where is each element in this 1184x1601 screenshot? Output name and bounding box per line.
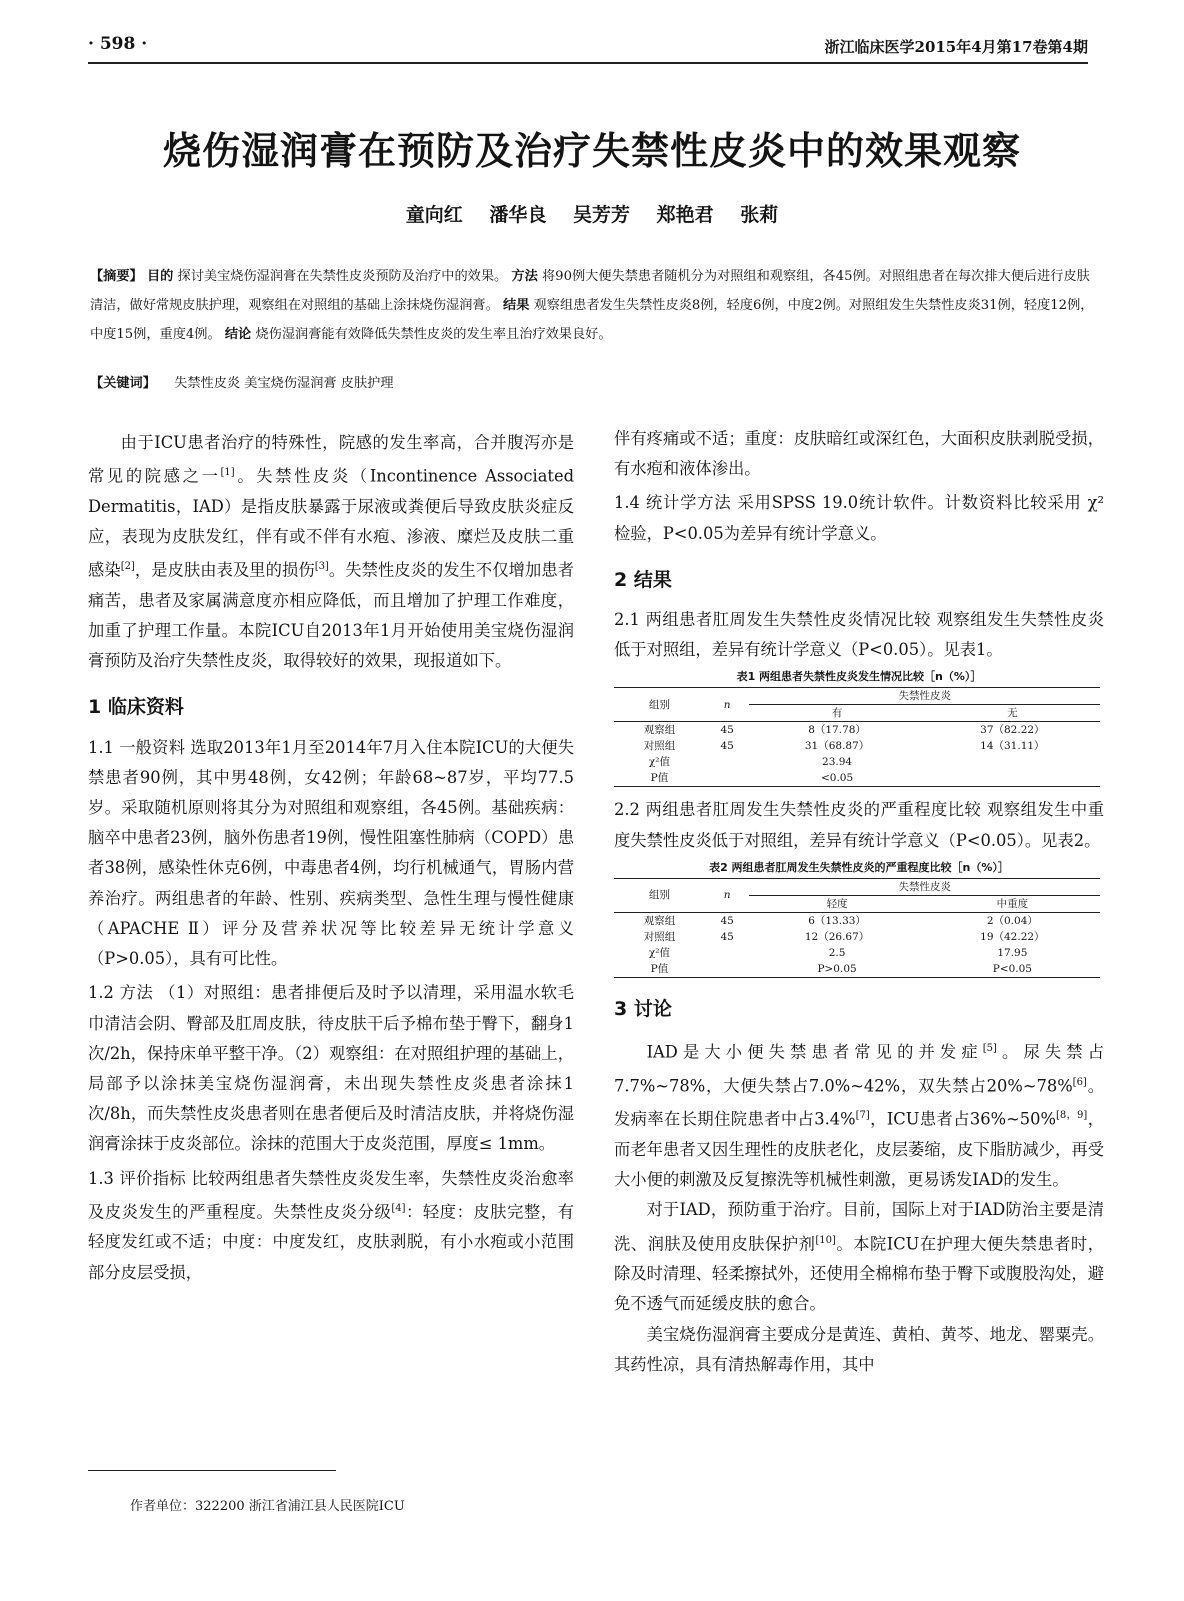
citation-5: [5]	[982, 1043, 997, 1055]
table-cell: 19（42.22）	[980, 930, 1045, 943]
table-cell: 45	[720, 914, 734, 927]
paragraph-1-1: 1.1 一般资料 选取2013年1月至2014年7月入住本院ICU的大便失禁患者90例，其中男48例，女42例；年龄68~87岁，平均77.5岁。采取随机原则将其分为对照组和观察组，各45例。基础疾病：脑卒中患者23例，脑外伤患者19例，慢性阻塞性肺病（COPD）患者38例，感染性休克6例，中毒患者4例，均行机械通气，胃肠内营养治疗。两组患者的年龄、性别、疾病类型、急性生理与慢性健康（APACHE Ⅱ）评分及营养状况等比较差异无统计学意义（P>0.05），具有可比性。	[88, 737, 574, 969]
right-column	[614, 424, 1104, 1380]
table-row	[614, 738, 1100, 754]
table-2	[614, 878, 1100, 978]
method-label: 方法	[511, 269, 538, 284]
abstract-label: 【摘要】	[90, 269, 143, 284]
table-cell: 17.95	[997, 946, 1028, 959]
keywords	[90, 372, 1100, 391]
table-cell: P值	[614, 961, 705, 978]
table-cell: P<0.05	[925, 961, 1100, 978]
table-row	[614, 770, 1100, 787]
result-label: 结果	[503, 298, 530, 313]
section-1-heading: 1 临床资料	[88, 696, 184, 719]
paragraph-2-2: 2.2 两组患者肛周发生失禁性皮炎的严重程度比较 观察组发生中重度失禁性皮炎低于对照组，差异有统计学意义（P<0.05）。见表2。	[614, 800, 1104, 850]
table-2-header-span: 失禁性皮炎	[749, 878, 1100, 895]
citation-3: [3]	[314, 561, 329, 573]
table-row	[614, 929, 1100, 945]
table-cell: 观察组	[643, 724, 676, 737]
table-cell: 45	[720, 930, 734, 943]
conclusion-text: 烧伤湿润膏能有效降低失禁性皮炎的发生率且治疗效果良好。	[255, 327, 612, 342]
citation-2: [2]	[120, 561, 135, 573]
table-cell: 14（31.11）	[980, 740, 1045, 753]
paragraph-1-3	[88, 1164, 574, 1288]
table-1-header-yes: 有	[749, 705, 924, 722]
keywords-items: 失禁性皮炎 美宝烧伤湿润膏 皮肤护理	[174, 376, 394, 391]
table-cell: χ²值	[648, 946, 670, 959]
intro-text-2: 。失禁性皮炎（Incontinence Associated Dermatitis，IAD）是指皮肤暴露于尿液或粪便后导致皮肤炎症反应，表现为皮肤发红，伴有或不伴有水疱、渗液、糜烂及皮肤二重感染	[88, 466, 574, 580]
table-cell: 2（0.04）	[986, 914, 1038, 927]
table-cell: 45	[720, 724, 734, 737]
table-2-header-group: 组别	[614, 878, 705, 912]
objective-label: 目的	[146, 269, 174, 284]
table-cell	[705, 961, 750, 978]
paragraph-2-1: 2.1 两组患者肛周发生失禁性皮炎情况比较 观察组发生失禁性皮炎低于对照组，差异有统计学意义（P<0.05）。见表1。	[614, 610, 1104, 660]
table-cell: 对照组	[643, 930, 676, 943]
discussion-text-3: 。发病率在长期住院患者中占3.4%	[614, 1076, 1104, 1129]
authors: 童向红 潘华良 吴芳芳 郑艳君 张莉	[405, 204, 779, 226]
discussion-text-6: 对于IAD，预防重于治疗。目前，国际上对于IAD防治主要是清洗、润肤及使用皮肤保护剂	[614, 1200, 1104, 1253]
intro-text-1: 由于ICU患者治疗的特殊性，院感的发生率高，合并腹泻亦是常见的院感之一	[88, 433, 574, 486]
section-2-heading: 2 结果	[614, 568, 672, 591]
paragraph-1-4: 1.4 统计学方法 采用SPSS 19.0统计软件。计数资料比较采用 χ² 检验，P<0.05为差异有统计学意义。	[614, 493, 1104, 543]
table-row	[614, 912, 1100, 929]
citation-7: [7]	[855, 1110, 870, 1122]
citation-6: [6]	[1072, 1076, 1087, 1088]
paragraph-3-2	[614, 1195, 1104, 1319]
table-cell	[705, 754, 750, 770]
table-1-title: 表1 两组患者失禁性皮炎发生情况比较［n（%）］	[736, 670, 982, 684]
intro-text-3: ，是皮肤由表及里的损伤	[134, 560, 315, 580]
table-cell	[705, 945, 750, 961]
page-number: · 598 ·	[88, 34, 148, 54]
table-1-header-span: 失禁性皮炎	[749, 688, 1100, 705]
paragraph-1-3-continued: 伴有疼痛或不适；重度：皮肤暗红或深红色，大面积皮肤剥脱受损，有水疱和液体渗出。	[614, 429, 1104, 479]
discussion-text-5: ，而老年患者又因生理性的皮肤老化，皮层萎缩，皮下脂肪减少，再受大小便的刺激及反复擦洗等机械性刺激，更易诱发IAD的发生。	[614, 1109, 1104, 1190]
paragraph-1-2: 1.2 方法 （1）对照组：患者排便后及时予以清理，采用温水软毛巾清洁会阴、臀部及肛周皮肤，待皮肤干后予棉布垫于臀下，翻身1次/2h，保持床单平整干净。（2）观察组：在对照组护理的基础上，局部予以涂抹美宝烧伤湿润膏，未出现失禁性皮炎患者涂抹1次/8h，而失禁性皮炎患者则在患者便后及时清洁皮肤，并将烧伤湿润膏涂抹于皮炎部位。涂抹的范围大于皮炎范围，厚度≤ 1mm。	[88, 983, 574, 1154]
citation-10: [10]	[815, 1234, 836, 1246]
table-2-title: 表2 两组患者肛周发生失禁性皮炎的严重程度比较［n（%）］	[709, 860, 1009, 874]
table-cell: 12（26.67）	[804, 930, 870, 943]
keywords-label: 【关键词】	[90, 376, 156, 391]
citation-4: [4]	[391, 1202, 406, 1214]
table-1-header-group: 组别	[614, 688, 705, 722]
table-2-header-n: n	[705, 878, 750, 912]
table-cell: χ²值	[648, 756, 670, 769]
paragraph-1-3-text-b: ：轻度：皮肤完整，有轻度发红或不适；中度：中度发红，皮肤剥脱，有小水疱或小范围部分皮层受损，	[88, 1202, 574, 1282]
table-cell	[925, 770, 1100, 787]
table-cell: 31（68.87）	[804, 740, 870, 753]
result-text: 观察组患者发生失禁性皮炎8例，轻度6例，中度2例。对照组发生失禁性皮炎31例，轻度12例，中度15例，重度4例。	[90, 298, 1094, 342]
table-2-header-severe: 中重度	[925, 895, 1100, 912]
citation-8-9: [8，9]	[1055, 1110, 1088, 1122]
table-cell: 6（13.33）	[808, 914, 866, 927]
objective-text: 探讨美宝烧伤湿润膏在失禁性皮炎预防及治疗中的效果。	[177, 269, 508, 284]
table-2-header-mild: 轻度	[749, 895, 924, 912]
table-cell: 8（17.78）	[808, 724, 866, 737]
table-1	[614, 687, 1100, 787]
abstract	[90, 262, 1100, 349]
article-title: 烧伤湿润膏在预防及治疗失禁性皮炎中的效果观察	[162, 128, 1021, 173]
discussion-text-7: 。本院ICU在护理大便失禁患者时，除及时清理、轻柔擦拭外，还使用全棉棉布垫于臀下或腹股沟处，避免不透气而延缓皮肤的愈合。	[614, 1233, 1104, 1314]
journal-header: 浙江临床医学2015年4月第17卷第4期	[824, 38, 1088, 56]
table-row	[614, 945, 1100, 961]
table-cell: 观察组	[643, 914, 676, 927]
table-cell: 对照组	[643, 740, 676, 753]
table-row	[614, 961, 1100, 978]
table-cell: P值	[614, 770, 705, 787]
table-cell: P>0.05	[749, 961, 924, 978]
table-1-header-no: 无	[925, 705, 1100, 722]
intro-paragraph	[88, 428, 574, 676]
table-cell: 2.5	[828, 946, 846, 959]
footnote-rule	[88, 1470, 336, 1471]
section-3-heading: 3 讨论	[614, 997, 672, 1020]
table-cell: 45	[720, 740, 734, 753]
discussion-text-2: 。尿失禁占7.7%~78%，大便失禁占7.0%~42%，双失禁占20%~78%	[614, 1042, 1104, 1096]
table-row	[614, 754, 1100, 770]
table-1-header-n: n	[705, 688, 750, 722]
method-text: 将90例大便失禁患者随机分为对照组和观察组，各45例。对照组患者在每次排大便后进行皮肤清洁，做好常规皮肤护理，观察组在对照组的基础上涂抹烧伤湿润膏。	[90, 269, 1090, 313]
header-rule	[88, 62, 1088, 64]
author-affiliation: 作者单位：322200 浙江省浦江县人民医院ICU	[130, 1499, 405, 1514]
paragraph-1-3-text-a: 1.3 评价指标 比较两组患者失禁性皮炎发生率，失禁性皮炎治愈率及皮炎发生的严重程度。失禁性皮炎分级	[88, 1168, 574, 1222]
table-cell: 23.94	[822, 756, 853, 769]
table-cell	[925, 754, 1100, 770]
left-column	[88, 428, 574, 1288]
table-row	[614, 722, 1100, 739]
paragraph-3-1	[614, 1034, 1104, 1195]
discussion-text-4: ，ICU患者占36%~50%	[869, 1109, 1056, 1129]
table-cell	[705, 770, 750, 787]
table-cell: <0.05	[749, 770, 924, 787]
citation-1: [1]	[220, 467, 235, 479]
conclusion-label: 结论	[224, 327, 252, 342]
paragraph-3-3: 美宝烧伤湿润膏主要成分是黄连、黄柏、黄芩、地龙、罂粟壳。其药性凉，具有清热解毒作用，其中	[614, 1324, 1104, 1374]
discussion-text-1: IAD是大小便失禁患者常见的并发症	[646, 1042, 983, 1062]
table-cell: 37（82.22）	[980, 724, 1045, 737]
intro-text-4: 。失禁性皮炎的发生不仅增加患者痛苦，患者及家属满意度亦相应降低，而且增加了护理工作难度，加重了护理工作量。本院ICU自2013年1月开始使用美宝烧伤湿润膏预防及治疗失禁性皮炎，取得较好的效果，现报道如下。	[88, 560, 574, 671]
